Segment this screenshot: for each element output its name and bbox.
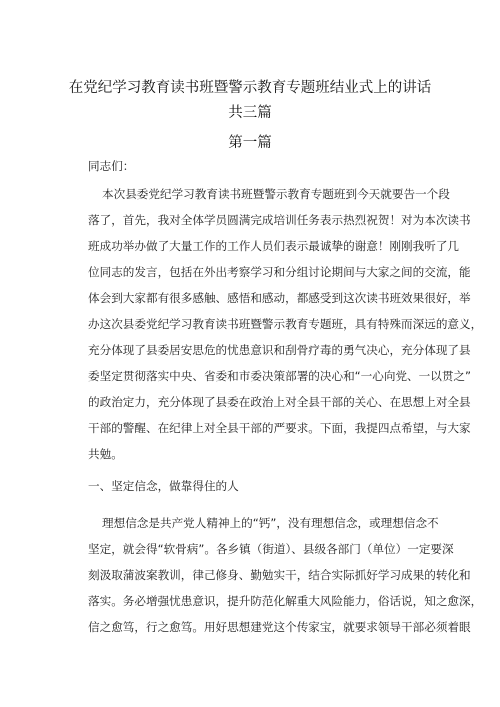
paragraph-line: 本次县委党纪学习教育读书班暨警示教育专题班到今天就要告一个段: [102, 187, 450, 201]
paragraph-line: 理想信念是共产党人精神上的“钙”，没有理想信念，或理想信念不: [102, 516, 439, 530]
paragraph-line: 委坚定贯彻落实中央、省委和市委决策部署的决心和“一心向党、一以贯之”: [88, 369, 472, 383]
paragraph-line: 位同志的发言，包括在外出考察学习和分组讨论期间与大家之间的交流，能: [88, 265, 471, 279]
paragraph-line: 体会到大家都有很多感触、感悟和感动，都感受到这次读书班效果很好，举: [88, 291, 471, 305]
paragraph-line: 坚定，就会得“软骨病”。各乡镇（街道）、县级各部门（单位）一定要深: [88, 542, 454, 556]
paragraph-line: 的政治定力，充分体现了县委在政治上对全县干部的关心、在思想上对全县: [88, 395, 471, 409]
paragraph-line: 落了，首先，我对全体学员圆满完成培训任务表示热烈祝贺！对为本次读书: [88, 213, 471, 227]
document-subtitle: 共三篇: [228, 105, 272, 121]
paragraph-line: 班成功举办做了大量工作的工作人员们表示最诚挚的谢意！刚刚我听了几: [88, 239, 460, 253]
paragraph-line: 共勉。: [88, 447, 123, 461]
greeting: 同志们：: [88, 159, 135, 173]
section-heading-1: 一、坚定信念，做靠得住的人: [88, 479, 239, 493]
document-title: 在党纪学习教育读书班暨警示教育专题班结业式上的讲话: [68, 80, 432, 96]
paragraph-line: 办这次县委党纪学习教育读书班暨警示教育专题班，具有特殊而深远的意义，: [88, 317, 483, 331]
paragraph-line: 干部的警醒、在纪律上对全县干部的严要求。下面，我提四点希望，与大家: [88, 421, 471, 435]
part-title: 第一篇: [228, 135, 272, 151]
paragraph-line: 充分体现了县委居安思危的忧患意识和刮骨疗毒的勇气决心，充分体现了县: [88, 343, 471, 357]
paragraph-line: 信之愈笃，行之愈笃。用好思想建党这个传家宝，就要求领导干部必须着眼: [88, 620, 471, 634]
paragraph-line: 刻汲取蒲波案教训，律己修身、勤勉实干，结合实际抓好学习成果的转化和: [88, 568, 471, 582]
paragraph-line: 落实。务必增强忧患意识，提升防范化解重大风险能力，俗话说，知之愈深，: [88, 594, 483, 608]
